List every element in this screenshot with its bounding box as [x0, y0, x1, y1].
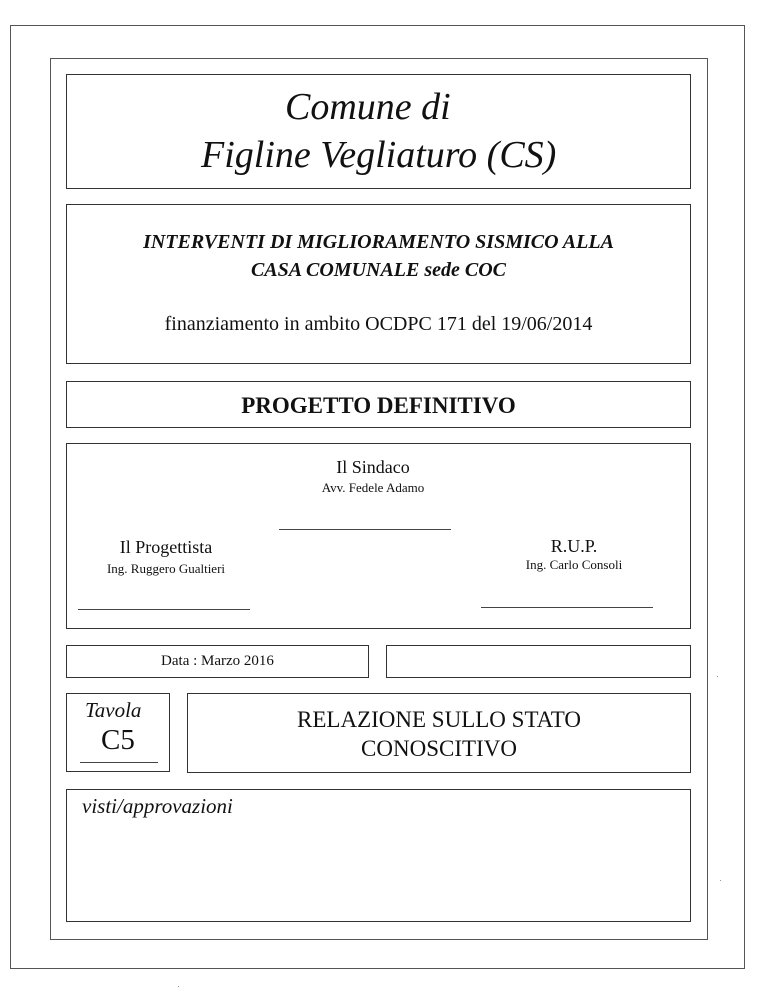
project-title-box: [66, 204, 691, 364]
report-title-box: [187, 693, 691, 773]
phase-box: [66, 381, 691, 428]
report-title-line2: CONOSCITIVO: [361, 736, 517, 761]
scan-speck: [178, 986, 179, 987]
mayor-name: Avv. Fedele Adamo: [321, 480, 425, 495]
designer-name: Ing. Ruggero Gualtieri: [106, 561, 226, 576]
approvals-label: visti/approvazioni: [82, 794, 233, 818]
date-side-box: [386, 645, 691, 678]
rup-name: Ing. Carlo Consoli: [525, 557, 623, 572]
project-title-line2: CASA COMUNALE sede COC: [250, 259, 507, 281]
date-box: [66, 645, 369, 678]
designer-signature-line: [78, 609, 250, 610]
municipality-line1: Comune di: [285, 86, 451, 128]
municipality-line2: Figline Vegliaturo (CS): [201, 134, 557, 176]
scan-speck: [720, 880, 721, 881]
rup-signature-line: [481, 607, 653, 608]
mayor-role: Il Sindaco: [336, 457, 410, 477]
phase-label: PROGETTO DEFINITIVO: [241, 393, 516, 418]
rup-role: R.U.P.: [550, 536, 598, 556]
signatures-box: [66, 443, 691, 629]
tavola-underline: [80, 762, 158, 763]
tavola-box: [66, 693, 170, 772]
approvals-box: [66, 789, 691, 922]
scan-speck: [717, 676, 718, 677]
date-text: Data : Marzo 2016: [161, 653, 274, 669]
tavola-code: C5: [101, 724, 135, 756]
tavola-label: Tavola: [85, 698, 142, 722]
project-title-line1: INTERVENTI DI MIGLIORAMENTO SISMICO ALLA: [143, 231, 614, 253]
designer-role: Il Progettista: [119, 537, 213, 557]
report-title-line1: RELAZIONE SULLO STATO: [297, 707, 581, 732]
mayor-signature-line: [279, 529, 451, 530]
municipality-header: [66, 74, 691, 189]
funding-text: finanziamento in ambito OCDPC 171 del 19/06/2014: [164, 313, 593, 335]
